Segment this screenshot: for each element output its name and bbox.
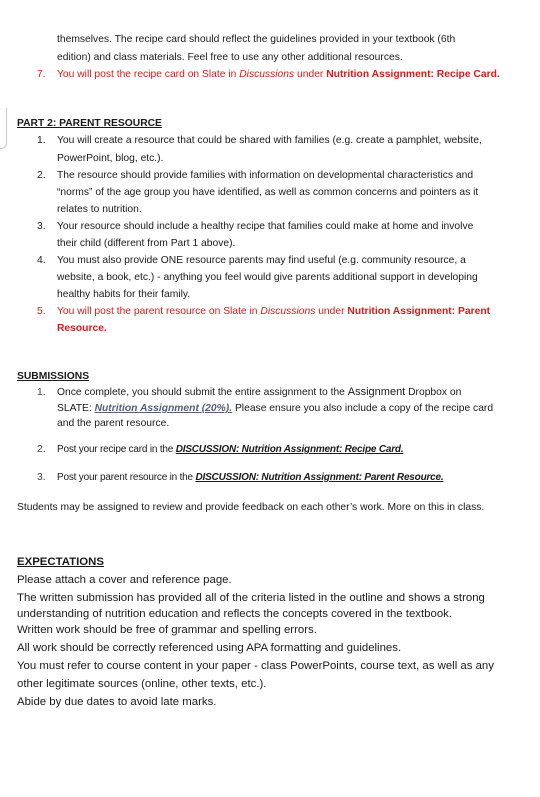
expectations-p3: All work should be correctly referenced using APA formatting and guidelines. [17,642,402,654]
part2-heading: PART 2: PARENT RESOURCE [17,118,162,129]
submissions-heading: SUBMISSIONS [17,371,90,382]
submission-3-text [57,471,443,484]
submission-1-number: 1. [37,387,46,398]
submission-1-part-a: Once complete, you should submit the entire assignment to the [57,387,348,398]
top-line-2: edition) and class materials. Feel free to use any other additional resources. [57,52,403,63]
expectations-p5: Abide by due dates to avoid late marks. [17,696,217,708]
expectations-p2-line-1: The written submission has provided all of the criteria listed in the outline and shows a strong [17,592,485,604]
item-7-text [57,68,500,81]
part2-item-5-part-c: under [315,306,348,317]
part2-item-5-line-2: Resource. [57,323,107,334]
submission-2-text [57,443,403,456]
submission-1-part-f: Please ensure you also include a copy of the recipe card [232,403,494,414]
submission-2-part-a: Post your recipe card in the [57,444,176,455]
expectations-p4-line-1: You must refer to course content in your paper - class PowerPoints, course text, as well as any [17,660,494,672]
expectations-p2-line-3: Written work should be free of grammar and spelling errors. [17,624,317,636]
part2-item-1-number: 1. [37,135,46,146]
part2-item-1-line-1: You will create a resource that could be shared with families (e.g. create a pamphlet, website, [57,135,482,146]
part2-item-5-line-1 [57,305,490,318]
submission-1-dropbox-link[interactable]: Nutrition Assignment (20%). [94,403,233,414]
part2-item-4-line-3: healthy habits for their family. [57,289,191,300]
item-7-discussions: Discussions [239,69,295,80]
expectations-p4-line-2: other legitimate sources (online, other texts, etc.). [17,678,267,690]
submission-1-line-1 [57,386,461,399]
page-edge-artifact [0,108,7,149]
part2-item-4-line-2: website, a book, etc.) - anything you feel would give parents additional support in developing [57,272,478,283]
item-7-part-a: You will post the recipe card on Slate in [57,69,240,80]
part2-item-4-line-1: You must also provide ONE resource parents may find useful (e.g. community resource, a [57,255,466,266]
item-7-number: 7. [37,69,46,80]
part2-item-5-number: 5. [37,306,46,317]
part2-item-2-line-1: The resource should provide families with information on developmental characteristics and [57,170,474,181]
submission-2-discussion-link[interactable]: DISCUSSION: Nutrition Assignment: Recipe Card. [175,444,404,455]
submission-3-part-a: Post your parent resource in the [57,472,196,483]
part2-item-3-line-2: their child (different from Part 1 above). [57,238,236,249]
part2-item-5-discussions: Discussions [260,306,316,317]
submission-1-slate: SLATE: [57,403,95,414]
part2-item-3-number: 3. [37,221,46,232]
part2-item-1-line-2: PowerPoint, blog, etc.). [57,153,164,164]
top-line-1: themselves. The recipe card should reflect the guidelines provided in your textbook (6th [57,34,456,45]
part2-item-3-line-1: Your resource should include a healthy recipe that families could make at home and involve [57,221,474,232]
submission-1-part-c: Dropbox on [405,387,462,398]
expectations-p1: Please attach a cover and reference page. [17,574,232,586]
submission-1-assignment-word: Assignment [347,386,406,398]
submission-2-number: 2. [37,444,46,455]
part2-item-2-number: 2. [37,170,46,181]
expectations-p2-line-2: understanding of nutrition education and reflects the concepts covered in the textbook. [17,608,453,620]
part2-item-4-number: 4. [37,255,46,266]
item-7-part-c: under [294,69,327,80]
submissions-note: Students may be assigned to review and provide feedback on each other’s work. More on this in class. [17,502,485,513]
expectations-heading: EXPECTATIONS [17,556,104,568]
part2-item-2-line-2: “norms” of the age group you have identified, as well as common concerns and pointers as it [57,187,479,198]
part2-item-2-line-3: relates to nutrition. [57,204,142,215]
submission-1-line-2 [57,402,493,415]
item-7-assignment-name: Nutrition Assignment: Recipe Card. [326,69,500,80]
submission-3-discussion-link[interactable]: DISCUSSION: Nutrition Assignment: Parent Resource. [195,472,444,483]
submission-3-number: 3. [37,472,46,483]
part2-item-5-assignment-name: Nutrition Assignment: Parent [347,306,491,317]
part2-item-5-part-a: You will post the parent resource on Slate in [57,306,261,317]
submission-1-line-3: and the parent resource. [57,418,170,429]
